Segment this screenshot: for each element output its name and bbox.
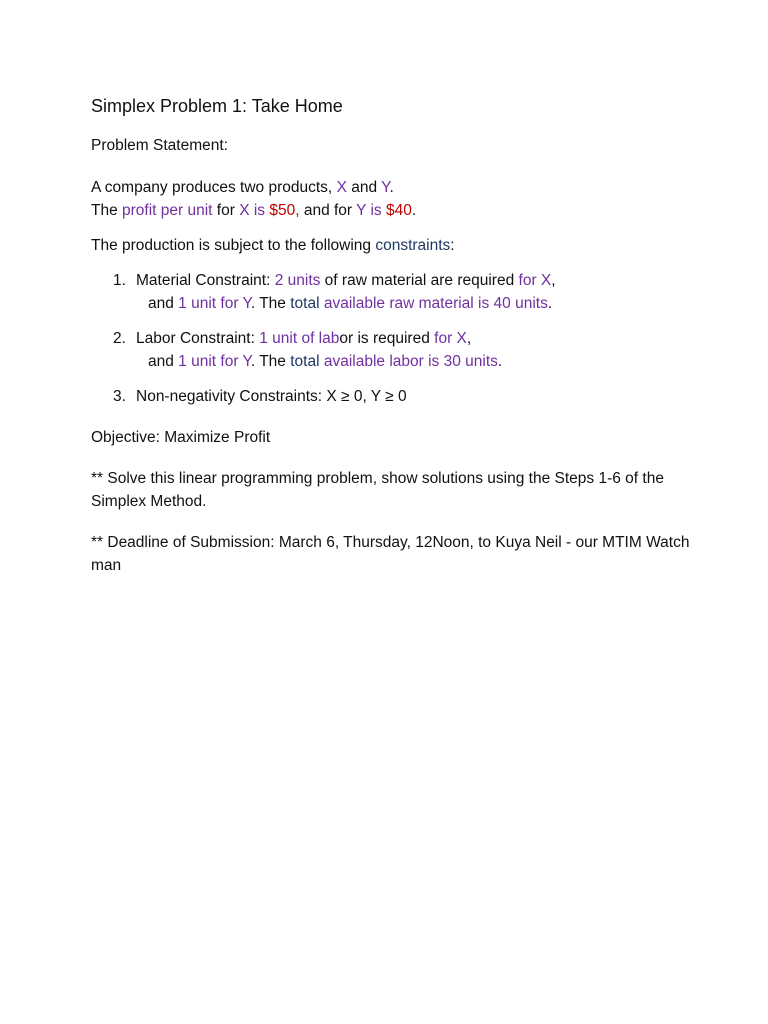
intro-paragraph [91,176,691,199]
profit-y-value: $40 [385,202,412,219]
constraints-word: constraints [375,237,451,254]
item-2-the: . The [250,353,291,370]
item-2-line-2 [136,350,691,373]
item-1-label: Material Constraint: [136,272,275,289]
item-2-label: Labor Constraint: [136,330,260,347]
constraints-intro-text: The production is subject to the following [91,237,376,254]
profit-text-start: The [91,202,123,219]
list-item [91,269,691,315]
item-1-and: and [148,295,179,312]
profit-and-for: and for [299,202,357,219]
profit-x-is: X is [239,202,270,219]
item-1-unit-for-y: 1 unit for Y [178,295,251,312]
problem-heading: Problem Statement: [91,137,228,154]
constraints-intro [91,234,691,257]
profit-period: . [411,202,417,219]
profit-y-is: Y is [356,202,386,219]
item-2-units: 1 unit of lab [259,330,340,347]
list-number: 1. [113,272,126,289]
item-2-available: available labor is 30 units [319,353,498,370]
profit-x-value: $50, [269,202,300,219]
item-1-for-x: for X [518,272,552,289]
solve-note: ** Solve this linear programming problem, show solutions using the Steps 1-6 of the Simplex Method. [91,470,664,510]
profit-for: for [212,202,240,219]
intro-period: . [389,179,394,196]
item-2-comma: , [466,330,472,347]
item-2-period: . [497,353,503,370]
list-item [91,385,691,408]
item-1-line-2 [136,292,691,315]
item-1-the: . The [250,295,291,312]
profit-paragraph [91,199,691,222]
list-number: 3. [113,388,126,405]
item-1-total: total [290,295,320,312]
item-2-unit-for-y: 1 unit for Y [178,353,251,370]
list-number: 2. [113,330,126,347]
item-1-period: . [547,295,553,312]
list-item [91,327,691,373]
profit-per-unit: profit per unit [122,202,213,219]
constraints-colon: : [450,237,455,254]
item-2-total: total [290,353,320,370]
item-3-line-1: Non-negativity Constraints: X ≥ 0, Y ≥ 0 [136,388,407,405]
item-2-line-1 [136,327,691,350]
item-1-text: of raw material are required [320,272,519,289]
product-x: X [336,179,347,196]
deadline-note: ** Deadline of Submission: March 6, Thursday, 12Noon, to Kuya Neil - our MTIM Watch man [91,534,690,574]
item-1-available: available raw material is 40 units [319,295,548,312]
item-1-units: 2 units [274,272,321,289]
item-2-text: or is required [339,330,435,347]
item-2-and: and [148,353,179,370]
document-content [91,94,691,577]
item-1-comma: , [551,272,556,289]
item-1-line-1 [136,269,691,292]
product-y: Y [381,179,390,196]
item-2-for-x: for X [434,330,467,347]
document-title: Simplex Problem 1: Take Home [91,96,343,116]
objective-line: Objective: Maximize Profit [91,429,271,446]
intro-text: A company produces two products, [91,179,337,196]
intro-and: and [346,179,382,196]
